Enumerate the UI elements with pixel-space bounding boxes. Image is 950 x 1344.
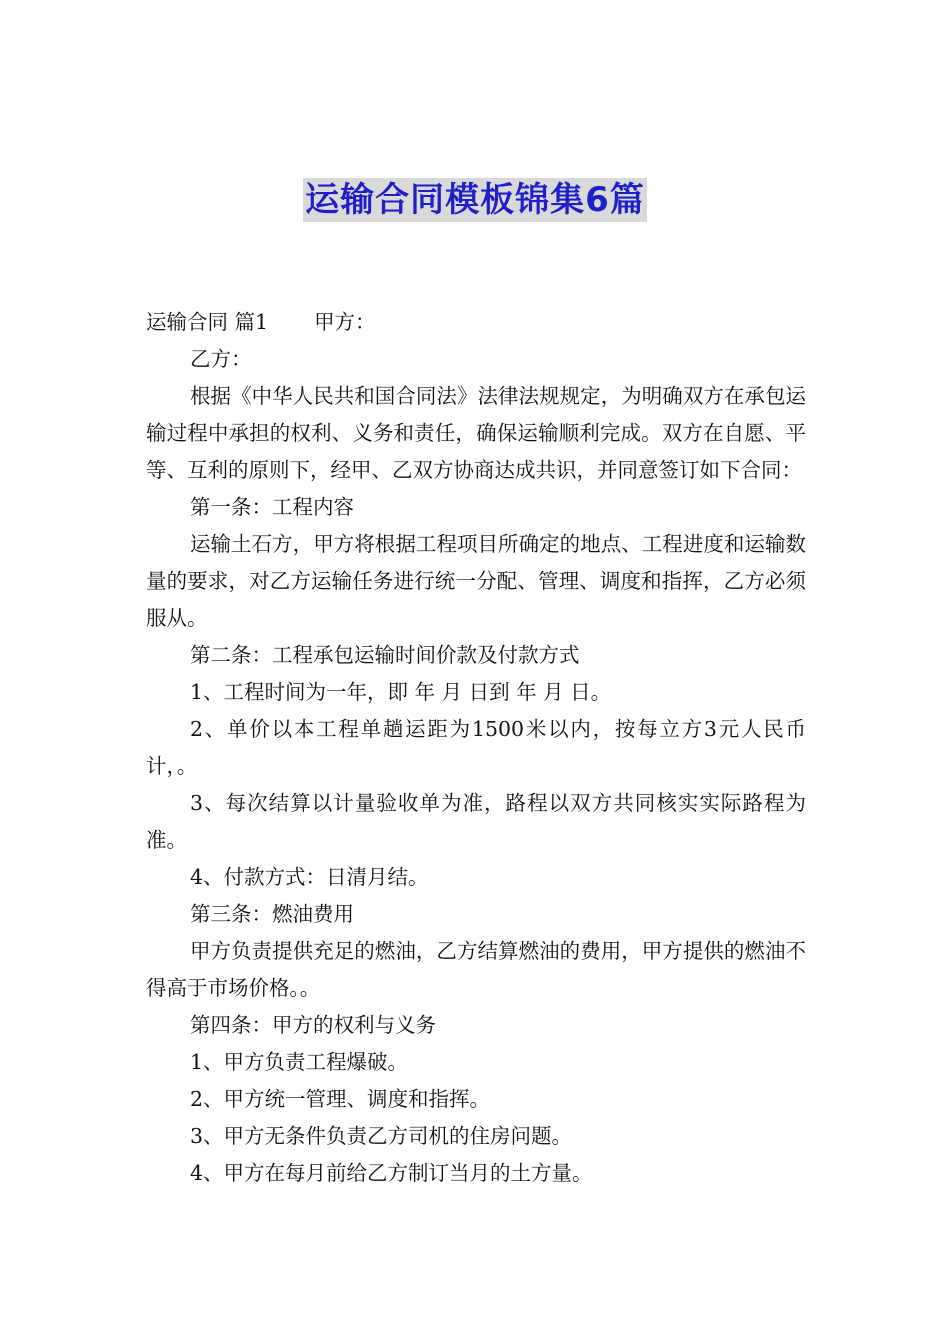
article-2-item-2: 2、单价以本工程单趟运距为1500米以内，按每立方3元人民币计，。 <box>146 717 806 778</box>
article-2-item-4: 4、付款方式：日清月结。 <box>190 865 429 889</box>
party-a-label: 甲方： <box>314 310 376 334</box>
article-1-content: 运输土石方，甲方将根据工程项目所确定的地点、工程进度和运输数量的要求，对乙方运输任务进行统一分配、管理、调度和指挥，乙方必须服从。 <box>146 532 806 630</box>
article-4-heading: 第四条：甲方的权利与义务 <box>190 1013 436 1037</box>
section-heading: 运输合同 篇1 <box>146 310 269 334</box>
article-3-content: 甲方负责提供充足的燃油，乙方结算燃油的费用，甲方提供的燃油不得高于市场价格。。 <box>146 939 806 1000</box>
article-1-heading: 第一条：工程内容 <box>190 495 354 519</box>
article-4-item-3: 3、甲方无条件负责乙方司机的住房问题。 <box>190 1124 573 1148</box>
article-4-item-1: 1、甲方负责工程爆破。 <box>190 1050 409 1074</box>
article-4-item-2: 2、甲方统一管理、调度和指挥。 <box>190 1087 491 1111</box>
article-3-heading: 第三条：燃油费用 <box>190 902 354 926</box>
article-4-item-4: 4、甲方在每月前给乙方制订当月的土方量。 <box>190 1161 593 1185</box>
paragraph-preamble: 根据《中华人民共和国合同法》法律法规规定，为明确双方在承包运输过程中承担的权利、义务和责任，确保运输顺利完成。双方在自愿、平等、互利的原则下，经甲、乙双方协商达成共识，并同意签订如下合同： <box>146 384 806 482</box>
title-block <box>0 178 950 222</box>
document-title: 运输合同模板锦集6篇 <box>305 180 645 220</box>
article-2-item-3: 3、每次结算以计量验收单为准，路程以双方共同核实实际路程为准。 <box>146 791 806 852</box>
section-heading-line <box>146 304 806 341</box>
article-2-heading: 第二条：工程承包运输时间价款及付款方式 <box>190 643 580 667</box>
article-2-item-1: 1、工程时间为一年，即 年 月 日到 年 月 日。 <box>190 680 612 704</box>
paragraph-party-b: 乙方： <box>190 347 252 371</box>
document-body <box>146 304 806 1192</box>
